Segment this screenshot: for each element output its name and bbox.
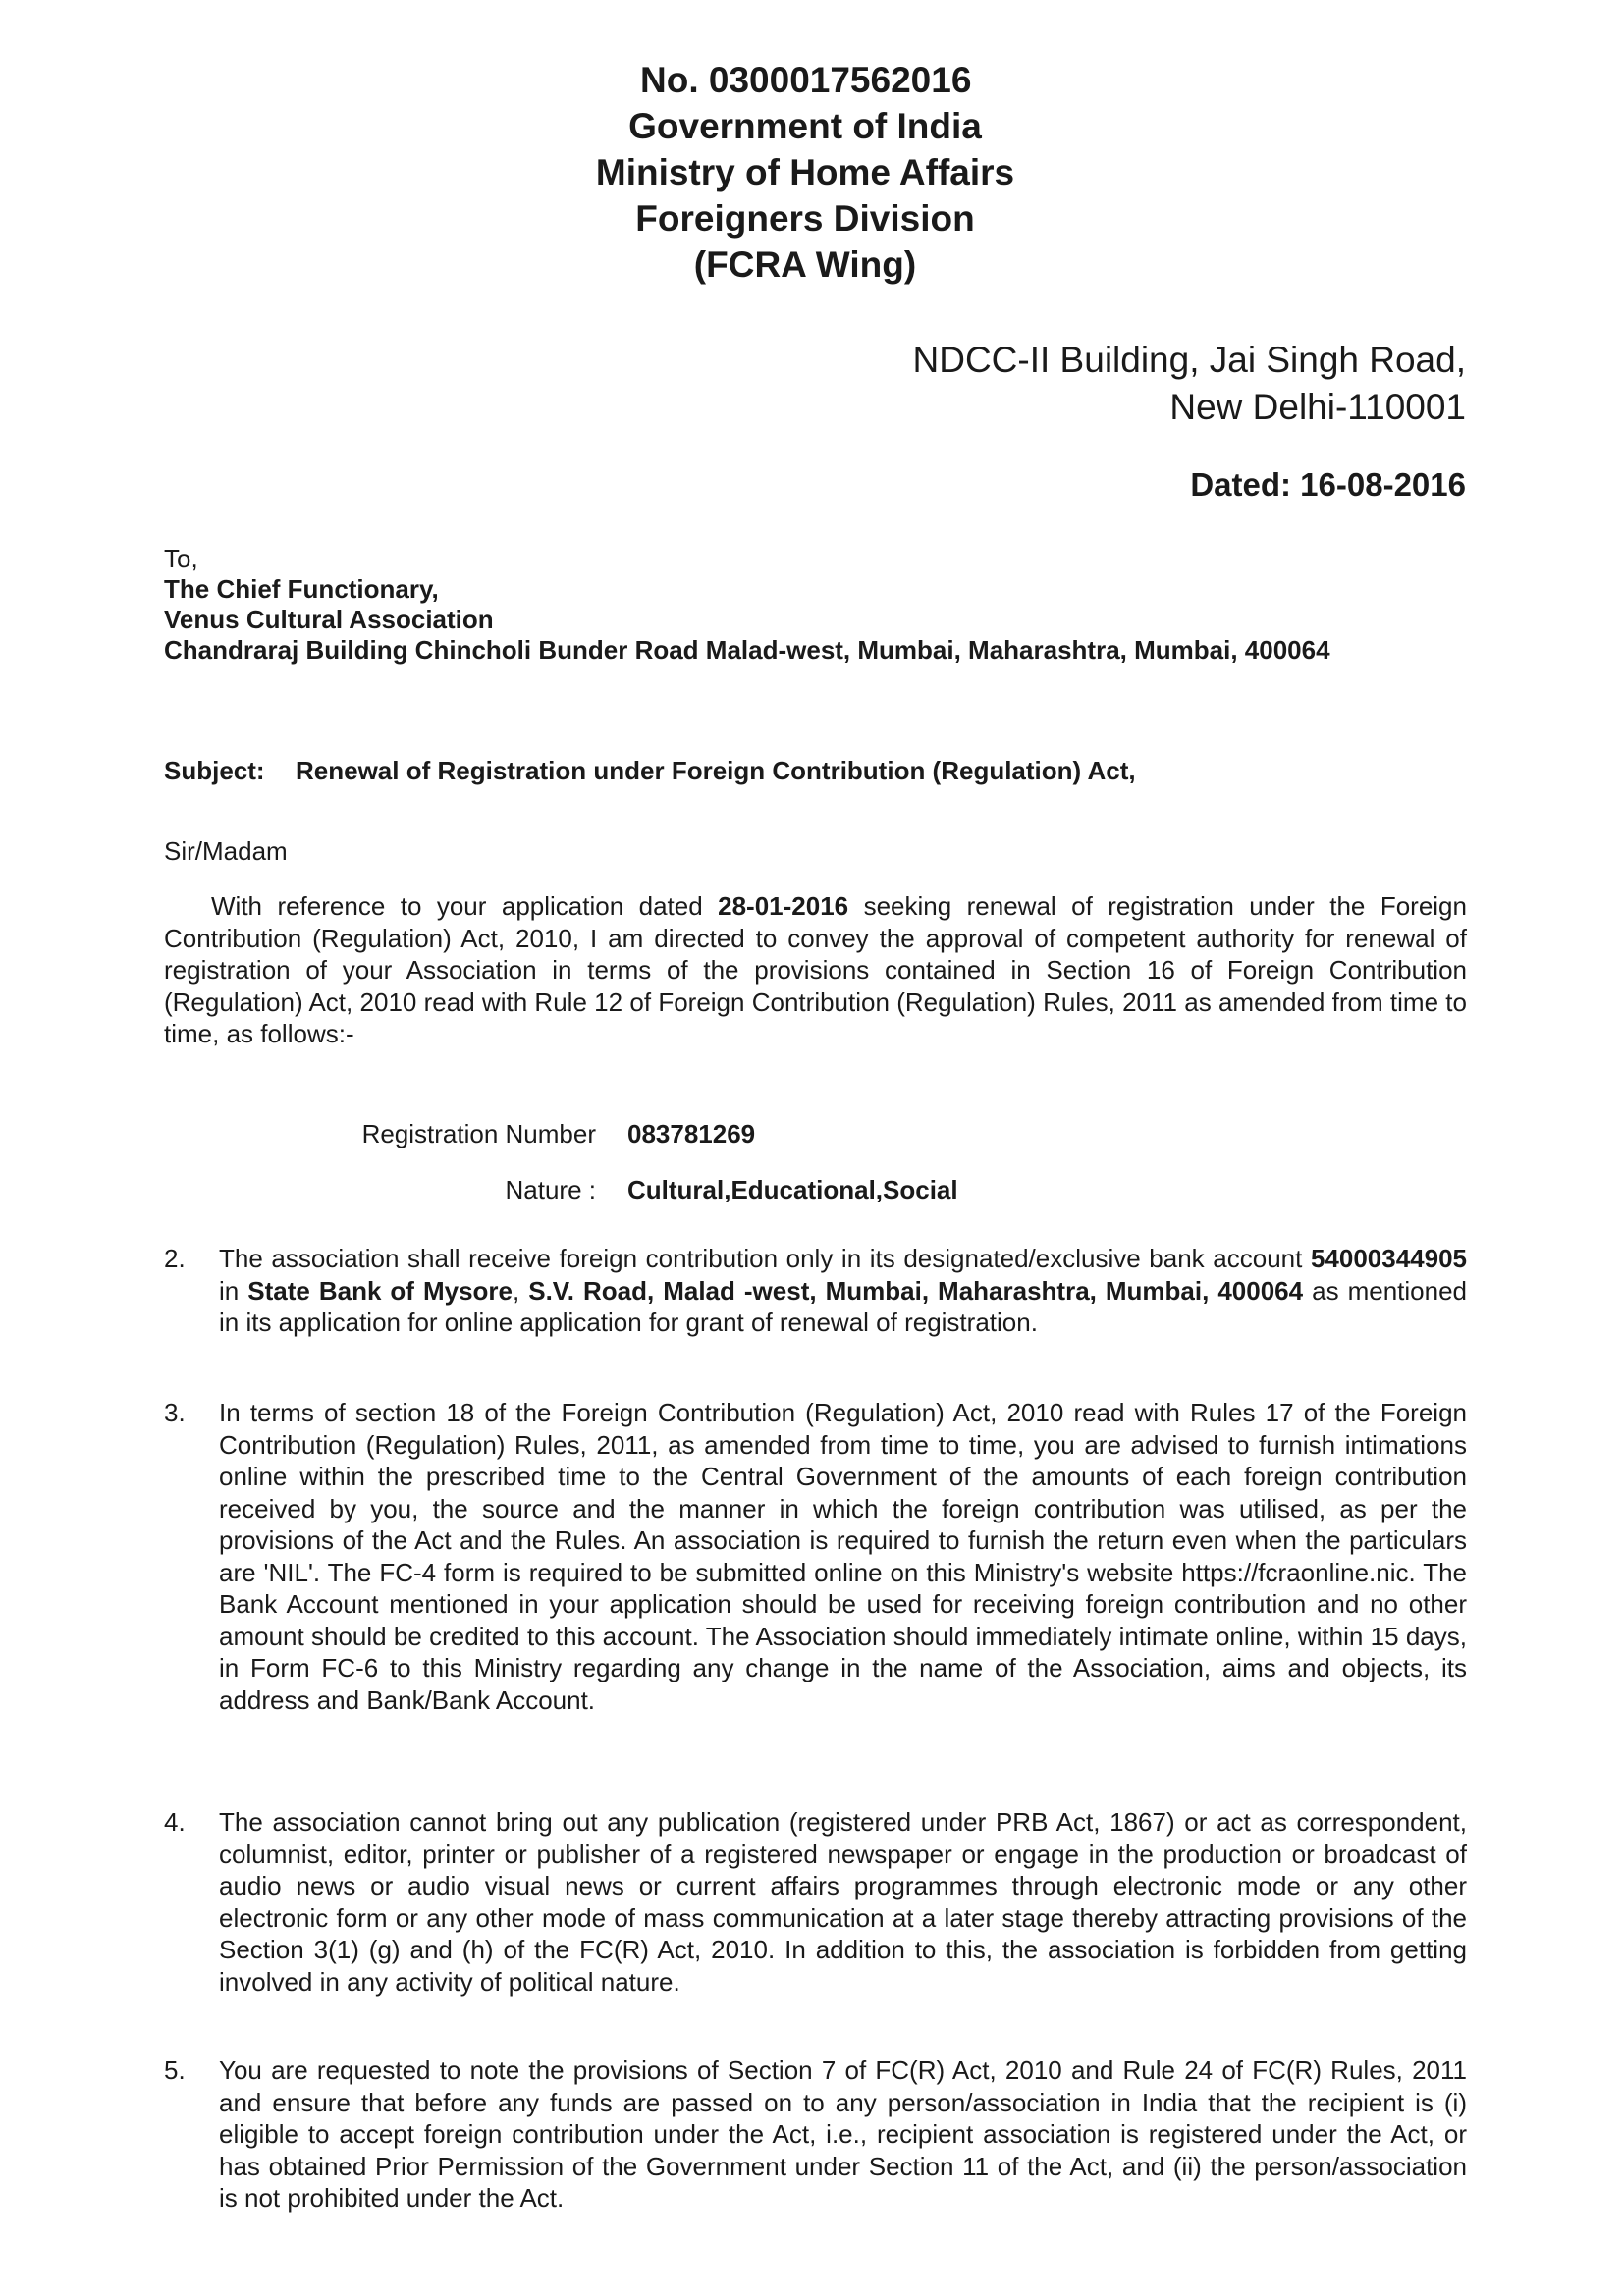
paragraph-number: 3. — [164, 1398, 186, 1427]
bank-branch: S.V. Road, Malad -west, Mumbai, Maharashtra, Mumbai, 400064 — [528, 1275, 1304, 1306]
para2-text-3: , — [513, 1275, 529, 1306]
recipient-to: To, — [164, 544, 198, 573]
paragraph-text: You are requested to note the provisions of Section 7 of FC(R) Act, 2010 and Rule 24 of FC(R) Rules, 2011 and ensure that before any funds are passed on to any person/association in India that the recipient is (i) eligible to accept foreign contribution under the Act, i.e., recipient association is registered under the Act, or has obtained Prior Permission of the Government under Section 11 of the Act, and (ii) the person/association is not prohibited under the Act. — [219, 2056, 1467, 2213]
recipient-organization: Venus Cultural Association — [164, 605, 494, 634]
paragraph-3 — [164, 1397, 1467, 1716]
para2-text-1: The association shall receive foreign contribution only in its designated/exclusive bank account — [219, 1244, 1311, 1273]
application-date: 28-01-2016 — [718, 891, 849, 921]
paragraph-5 — [164, 2055, 1467, 2215]
recipient-block — [164, 544, 1480, 666]
para2-text-2: in — [219, 1275, 248, 1306]
address-line-2: New Delhi-110001 — [1169, 387, 1466, 427]
paragraph-2 — [164, 1243, 1467, 1339]
subject-label: Subject: — [164, 756, 265, 785]
paragraph-number: 2. — [164, 1244, 186, 1273]
bank-name: State Bank of Mysore — [247, 1275, 513, 1306]
paragraph-number: 4. — [164, 1807, 186, 1837]
registration-number-label: Registration Number — [361, 1119, 596, 1148]
bank-account-number: 54000344905 — [1310, 1244, 1467, 1273]
recipient-title: The Chief Functionary, — [164, 574, 439, 604]
intro-paragraph — [164, 890, 1467, 1050]
paragraph-number: 5. — [164, 2056, 186, 2085]
document-number: No. 0300017562016 — [640, 60, 972, 100]
registration-number-value: 083781269 — [627, 1119, 756, 1148]
address-line-1: NDCC-II Building, Jai Singh Road, — [912, 340, 1466, 380]
nature-value: Cultural,Educational,Social — [627, 1175, 958, 1204]
nature-label: Nature : — [505, 1175, 596, 1204]
letterhead-wing: (FCRA Wing) — [693, 244, 917, 285]
nature-row — [295, 1162, 958, 1218]
subject-line — [164, 756, 1480, 786]
letterhead-ministry: Ministry of Home Affairs — [595, 152, 1015, 192]
letterhead-division: Foreigners Division — [635, 198, 975, 239]
salutation: Sir/Madam — [164, 836, 288, 866]
intro-text-2: seeking renewal of registration under the Foreign Contribution (Regulation) Act, 2010, I am directed to convey the approval of competent authority for renewal of registration of your Association in terms of the provisions contained in Section 16 of Foreign Contribution (Regulation) Act, 2010 read with Rule 12 of Foreign Contribution (Regulation) Rules, 2011 as amended from time to time, as follows:- — [164, 891, 1467, 1048]
letter-date: Dated: 16-08-2016 — [1190, 466, 1466, 503]
letterhead — [550, 57, 1060, 288]
paragraph-4 — [164, 1806, 1467, 1998]
registration-details — [295, 1106, 958, 1218]
letterhead-government: Government of India — [628, 106, 982, 146]
paragraph-text: The association cannot bring out any publication (registered under PRB Act, 1867) or act as correspondent, columnist, editor, printer or publisher of a registered newspaper or engage in the production or broadcast of audio news or audio visual news or current affairs programmes through electronic mode or any other electronic form or any other mode of mass communication at a later stage thereby attracting provisions of the Section 3(1) (g) and (h) of the FC(R) Act, 2010. In addition to this, the association is forbidden from getting involved in any activity of political nature. — [219, 1807, 1467, 1997]
paragraph-text — [219, 1243, 1467, 1339]
office-address — [913, 337, 1466, 431]
para2-text-4: as mentioned in its application for online application for grant of renewal of registration. — [219, 1275, 1467, 1337]
paragraph-text: In terms of section 18 of the Foreign Contribution (Regulation) Act, 2010 read with Rules 17 of the Foreign Contribution (Regulation) Rules, 2011, as amended from time to time, you are advised to furnish intimations online within the prescribed time to the Central Government of the amounts of each foreign contribution received by you, the source and the manner in which the foreign contribution was utilised, as per the provisions of the Act and the Rules. An association is required to furnish the return even when the particulars are 'NIL'. The FC-4 form is required to be submitted online on this Ministry's website https://fcraonline.nic. The Bank Account mentioned in your application should be used for receiving foreign contribution and no other amount should be credited to this account. The Association should immediately intimate online, within 15 days, in Form FC-6 to this Ministry regarding any change in the name of the Association, aims and objects, its address and Bank/Bank Account. — [219, 1398, 1467, 1715]
registration-number-row — [295, 1106, 958, 1162]
recipient-address: Chandraraj Building Chincholi Bunder Road Malad-west, Mumbai, Maharashtra, Mumbai, 400064 — [164, 635, 1330, 665]
intro-text-1: With reference to your application dated — [211, 891, 719, 921]
subject-text: Renewal of Registration under Foreign Contribution (Regulation) Act, — [296, 756, 1136, 785]
